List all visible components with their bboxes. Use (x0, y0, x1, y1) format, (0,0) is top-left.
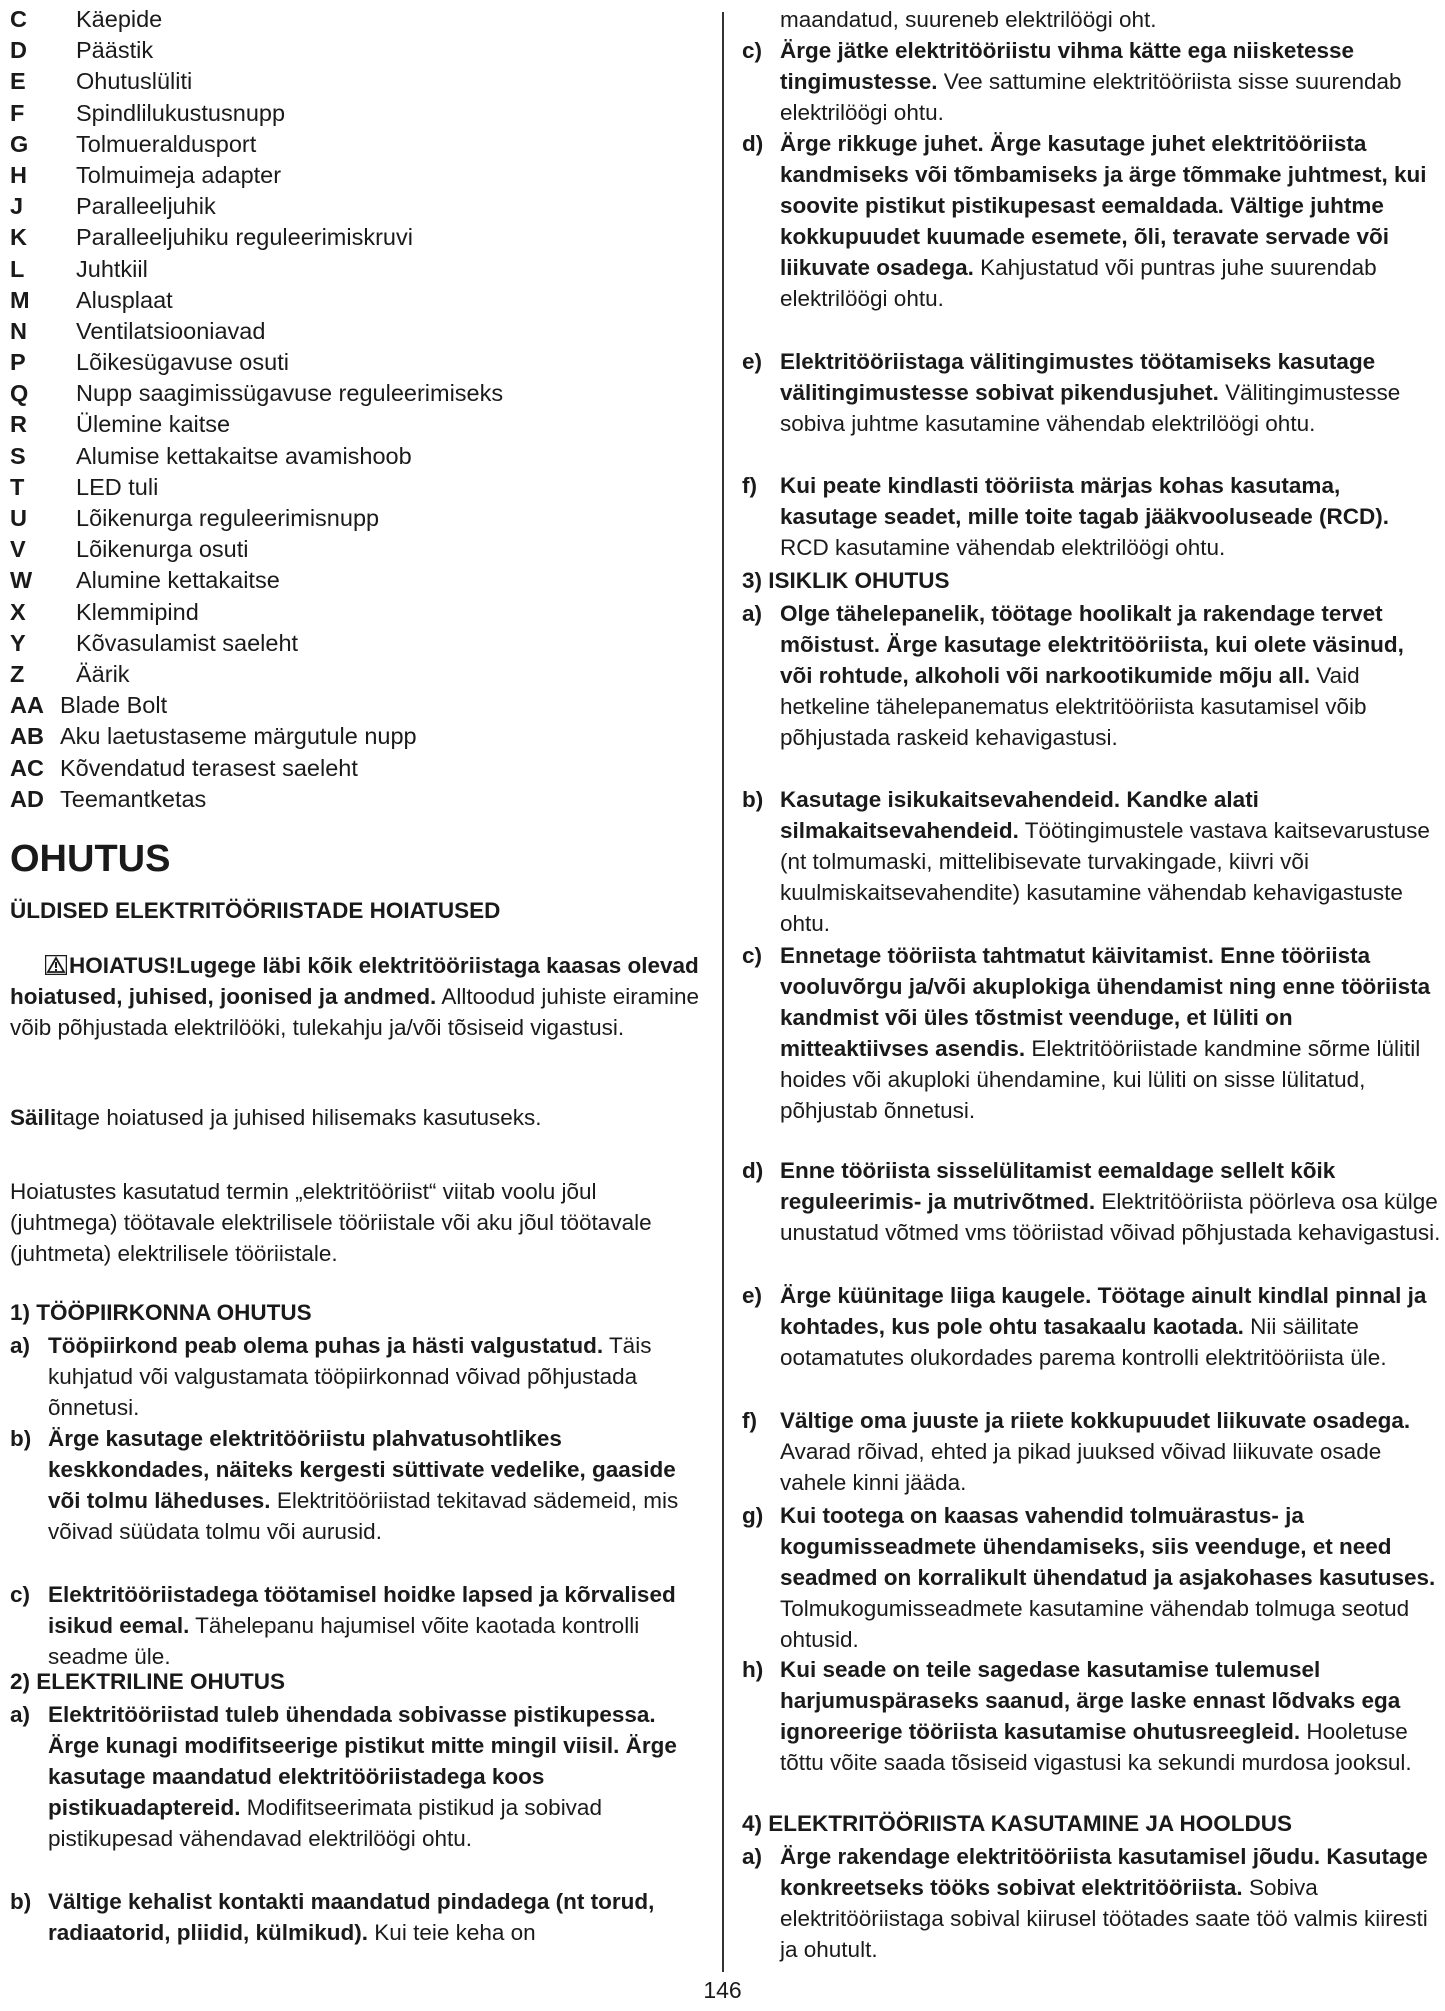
item-plain-text: Nii säilitate ootamatutes olukordades parema kontrolli elektritööriista üle. (780, 1314, 1387, 1370)
item-plain-text: Täis kuhjatud või valgustamata tööpiirkonnad võivad põhjustada õnnetusi. (48, 1333, 652, 1420)
list-item (742, 1155, 1442, 1248)
legend-label: Ülemine kaitse (76, 411, 231, 438)
item-plain-text: Vaid hetkeline tähelepanematus elektritööriista kasutamisel võib põhjustada raskeid kehavigastusi. (780, 663, 1367, 750)
list-item (742, 1405, 1442, 1498)
item-label: e) (742, 1283, 763, 1308)
continued-text: maandatud, suureneb elektrilöögi oht. (780, 7, 1157, 32)
list-item (10, 1423, 700, 1547)
legend-label: Nupp saagimissügavuse reguleerimiseks (76, 380, 504, 407)
legend-key: C (10, 6, 27, 32)
list-item (742, 35, 1442, 128)
legend-label: Klemmipind (76, 598, 199, 625)
item-bold-text: Ennetage tööriista tahtmatut käivitamist. Enne tööriista vooluvõrgu ja/või akuplokiga ühendamist ning enne tööriista kandmist või üles tõstmist veenduge, et lüliti on mitteaktiivses asendis. (780, 943, 1431, 1061)
legend-row (10, 472, 503, 503)
item-text (780, 1500, 1442, 1655)
item-plain-text: Kui teie keha on (368, 1920, 536, 1945)
item-text (780, 1405, 1442, 1498)
legend-row (10, 503, 503, 534)
legend-key: W (10, 567, 33, 594)
item-text (780, 784, 1442, 939)
warning-paragraph (10, 950, 700, 1043)
legend-row (10, 222, 503, 253)
list-item (742, 940, 1442, 1126)
heading-s4: 4) ELEKTRITÖÖRIISTA KASUTAMINE JA HOOLDUS (742, 1811, 1293, 1836)
item-label: c) (10, 1582, 31, 1607)
list-item (742, 128, 1442, 314)
legend-key: E (10, 68, 26, 95)
item-bold-text: Enne tööriista sisselülitamist eemaldage sellelt kõik reguleerimis- ja mutrivõtmed. (780, 1158, 1336, 1214)
item-bold-text: Elektritööriistaga välitingimustes töötamiseks kasutage välitingimustesse sobivat pikendusjuhet. (780, 349, 1376, 405)
legend-key: T (10, 473, 25, 500)
item-text (780, 470, 1442, 563)
legend-label: LED tuli (76, 473, 159, 500)
item-plain-text: Sobiva elektritööriistaga sobival kiirusel töötades saate töö valmis kiiresti ja ohutult. (780, 1875, 1428, 1962)
legend-key: X (10, 598, 26, 625)
item-plain-text: Vee sattumine elektritööriista sisse suurendab elektrilöögi ohtu. (780, 69, 1402, 125)
legend-key: N (10, 317, 27, 344)
list-item (10, 1886, 700, 1948)
legend-key: Y (10, 629, 26, 656)
legend-label: Blade Bolt (60, 692, 168, 719)
list-item (742, 1654, 1442, 1778)
item-text (48, 1699, 700, 1854)
item-bold-text: Ärge jätke elektritööriistu vihma kätte ega niisketesse tingimustesse. (780, 38, 1354, 94)
item-plain-text: Elektritööriistade kandmine sõrme lülitil hoides või akuploki ühendamine, kui lüliti on sisse lülitatud, põhjustab õnnetusi. (780, 1036, 1421, 1123)
item-bold-text: Vältige kehalist kontakti maandatud pindadega (nt torud, radiaatorid, pliidid, külmikud). (48, 1889, 655, 1945)
item-plain-text: Modifitseerimata pistikud ja sobivad pistikupesad vähendavad elektrilöögi ohtu. (48, 1795, 602, 1851)
legend-row (10, 316, 503, 347)
legend-key: L (10, 255, 25, 282)
item-text (780, 940, 1442, 1126)
item-label: a) (742, 1844, 763, 1869)
legend-key: K (10, 224, 27, 251)
keep-paragraph (10, 1102, 700, 1133)
legend-label: Kõvasulamist saeleht (76, 629, 299, 656)
legend-key: G (10, 130, 29, 157)
item-label: a) (10, 1333, 31, 1358)
legend-row (10, 160, 503, 191)
legend-key: Z (10, 660, 25, 687)
item-text (780, 598, 1442, 753)
legend-label: Tolmuimeja adapter (76, 161, 282, 188)
item-label: d) (742, 131, 764, 156)
item-text (48, 1423, 700, 1547)
item-label: a) (10, 1702, 31, 1727)
keep-bold: Säili (10, 1105, 57, 1130)
legend-label: Ventilatsiooniavad (76, 317, 266, 344)
item-label: d) (742, 1158, 764, 1183)
list-item (742, 1500, 1442, 1655)
warning-text: Alltoodud juhiste eiramine võib põhjustada elektrilööki, tulekahju ja/või tõsiseid vigastusi. (10, 984, 699, 1040)
legend-row (10, 784, 503, 815)
item-plain-text: Tolmukogumisseadmete kasutamine vähendab tolmuga seotud ohtusid. (780, 1596, 1410, 1652)
item-bold-text: Ärge rikkuge juhet. Ärge kasutage juhet elektritööriista kandmiseks või tõmbamiseks ja ärge tõmmake juhtmest, kui soovite pistikut pistikupesast eemaldada. Vältige juhtme kokkupuudet kuumade esemete, õli, teravate servade või liikuvate osadega. (780, 131, 1427, 280)
legend-key: AD (10, 785, 44, 812)
item-text (780, 346, 1442, 439)
item-bold-text: Ärge rakendage elektritööriista kasutamisel jõudu. Kasutage konkreetseks tööks sobivat elektritööriista. (780, 1844, 1428, 1900)
item-bold-text: Kui tootega on kaasas vahendid tolmuärastus- ja kogumisseadmete ühendamiseks, siis veenduge, et need seadmed on korralikult ühendatud ja asjakohases kasutuses. (780, 1503, 1436, 1590)
column-divider (722, 12, 724, 1972)
warning-icon (45, 952, 67, 972)
heading-s1: 1) TÖÖPIIRKONNA OHUTUS (10, 1300, 312, 1325)
item-label: a) (742, 601, 763, 626)
legend-row (10, 409, 503, 440)
legend-label: Teemantketas (60, 785, 207, 812)
parts-legend (10, 4, 503, 815)
legend-row (10, 254, 503, 285)
legend-label: Spindlilukustusnupp (76, 99, 286, 126)
legend-label: Alusplaat (76, 286, 173, 313)
section-subtitle: ÜLDISED ELEKTRITÖÖRIISTADE HOIATUSED (10, 898, 501, 923)
legend-key: U (10, 505, 27, 531)
page-number: 146 (703, 1977, 742, 2003)
legend-row (10, 66, 503, 97)
legend-row (10, 659, 503, 690)
item-plain-text: Hooletuse tõttu võite saada tõsiseid vigastusi ka sekundi murdosa jooksul. (780, 1719, 1412, 1775)
item-plain-text: Töötingimustele vastava kaitsevarustuse (nt tolmumaski, mittelibisevate turvakingade, kiivri või kuulmiskaitsevahendite) kasutamine vähendab kehavigastuste ohtu. (780, 818, 1430, 936)
legend-key: R (10, 411, 27, 438)
item-label: f) (742, 1408, 757, 1433)
legend-label: Tolmueraldusport (76, 130, 257, 157)
list-item (10, 1579, 700, 1672)
item-text (48, 1886, 700, 1948)
item-text (780, 1841, 1442, 1965)
legend-label: Juhtkiil (76, 255, 148, 282)
legend-row (10, 347, 503, 378)
legend-key: D (10, 37, 27, 64)
legend-row (10, 721, 503, 752)
legend-key: AA (10, 692, 44, 719)
legend-label: Alumine kettakaitse (76, 567, 280, 594)
heading-s2: 2) ELEKTRILINE OHUTUS (10, 1669, 286, 1694)
legend-label: Lõikenurga osuti (76, 536, 249, 563)
section-title: OHUTUS (10, 838, 171, 880)
legend-row (10, 753, 503, 784)
list-item (10, 1330, 700, 1423)
legend-row (10, 4, 503, 35)
item-bold-text: Tööpiirkond peab olema puhas ja hästi valgustatud. (48, 1333, 604, 1358)
term-paragraph: Hoiatustes kasutatud termin „elektritööriist“ viitab voolu jõul (juhtmega) töötavale elektrilisele tööriistale või aku jõul töötavale (juhtmeta) elektrilisele tööriistale. (10, 1179, 652, 1266)
item-label: b) (10, 1889, 32, 1914)
legend-row (10, 534, 503, 565)
item-label: f) (742, 473, 757, 498)
heading-s3: 3) ISIKLIK OHUTUS (742, 568, 950, 593)
item-label: b) (10, 1426, 32, 1451)
item-text (780, 1155, 1442, 1248)
legend-row (10, 98, 503, 129)
legend-key: S (10, 442, 26, 469)
legend-key: J (10, 193, 24, 220)
item-label: b) (742, 787, 764, 812)
item-plain-text: Välitingimustesse sobiva juhtme kasutamine vähendab elektrilöögi ohtu. (780, 380, 1401, 436)
list-item (742, 784, 1442, 939)
item-text (48, 1330, 700, 1423)
legend-row (10, 690, 503, 721)
item-text (780, 1654, 1442, 1778)
item-plain-text: Kahjustatud või puntras juhe suurendab elektrilöögi ohtu. (780, 255, 1377, 311)
legend-label: Käepide (76, 6, 163, 32)
legend-row (10, 597, 503, 628)
legend-label: Äärik (76, 660, 130, 687)
item-label: h) (742, 1657, 764, 1682)
keep-text: tage hoiatused ja juhised hilisemaks kasutuseks. (56, 1105, 542, 1130)
legend-key: Q (10, 380, 29, 407)
legend-key: V (10, 536, 26, 563)
legend-row (10, 628, 503, 659)
item-label: e) (742, 349, 763, 374)
item-bold-text: Ärge küünitage liiga kaugele. Töötage ainult kindlal pinnal ja kohtades, kus pole ohtu tasakaalu kaotada. (780, 1283, 1427, 1339)
item-bold-text: Vältige oma juuste ja riiete kokkupuudet liikuvate osadega. (780, 1408, 1411, 1433)
legend-key: F (10, 99, 25, 126)
item-plain-text: Avarad rõivad, ehted ja pikad juuksed võivad liikuvate osade vahele kinni jääda. (780, 1439, 1382, 1495)
item-plain-text: RCD kasutamine vähendab elektrilöögi ohtu. (780, 535, 1226, 560)
item-bold-text: Elektritööriistadega töötamisel hoidke lapsed ja kõrvalised isikud eemal. (48, 1582, 676, 1638)
item-plain-text: Elektritööriista pöörleva osa külge unustatud võtmed vms tööriistad võivad põhjustada kehavigastusi. (780, 1189, 1441, 1245)
item-bold-text: Kasutage isikukaitsevahendeid. Kandke alati silmakaitsevahendeid. (780, 787, 1259, 843)
legend-row (10, 441, 503, 472)
item-text (780, 1280, 1442, 1373)
item-text (48, 1579, 700, 1672)
list-item (742, 470, 1442, 563)
item-plain-text: Tähelepanu hajumisel võite kaotada kontrolli seadme üle. (48, 1613, 640, 1669)
item-label: g) (742, 1503, 764, 1528)
legend-label: Paralleeljuhiku reguleerimiskruvi (76, 224, 413, 251)
legend-label: Alumise kettakaitse avamishoob (76, 442, 412, 469)
item-bold-text: Kui peate kindlasti tööriista märjas kohas kasutama, kasutage seadet, mille toite tagab jääkvooluseade (RCD). (780, 473, 1389, 529)
item-bold-text: Olge tähelepanelik, töötage hoolikalt ja rakendage tervet mõistust. Ärge kasutage elektritööriista, kui olete väsinud, või rohtude, alkoholi või narkootikumide mõju all. (780, 601, 1404, 688)
legend-row (10, 191, 503, 222)
item-label: c) (742, 38, 763, 63)
legend-key: H (10, 161, 27, 188)
legend-label: Paralleeljuhik (76, 193, 216, 220)
item-text (780, 35, 1442, 128)
list-item (742, 1841, 1442, 1965)
legend-key: AB (10, 723, 44, 750)
item-bold-text: Ärge kasutage elektritööriistu plahvatusohtlikes keskkondades, näiteks kergesti süttivate vedelike, gaaside või tolmu läheduses. (48, 1426, 676, 1513)
item-bold-text: Kui seade on teile sagedase kasutamise tulemusel harjumuspäraseks saanud, ärge laske ennast lõdvaks ega ignoreerige tööriista kasutamise ohutusreegleid. (780, 1657, 1401, 1744)
list-item (742, 346, 1442, 439)
item-label: c) (742, 943, 763, 968)
legend-row (10, 565, 503, 596)
legend-key: P (10, 349, 26, 376)
item-plain-text: Elektritööriistad tekitavad sädemeid, mis võivad süüdata tolmu või aurusid. (48, 1488, 679, 1544)
legend-label: Päästik (76, 37, 154, 64)
legend-row (10, 285, 503, 316)
list-item (742, 1280, 1442, 1373)
item-text (780, 128, 1442, 314)
legend-key: M (10, 286, 30, 313)
legend-key: AC (10, 754, 44, 781)
warning-bold: HOIATUS!Lugege läbi kõik elektritööriistaga kaasas olevad hoiatused, juhised, joonised ja andmed. (10, 953, 699, 1009)
legend-label: Kõvendatud terasest saeleht (60, 754, 358, 781)
item-bold-text: Elektritööriistad tuleb ühendada sobivasse pistikupessa. Ärge kunagi modifitseerige pistikut mitte mingil viisil. Ärge kasutage maandatud elektritööriistadega koos pistikuadaptereid. (48, 1702, 677, 1820)
legend-label: Lõikesügavuse osuti (76, 349, 289, 376)
legend-label: Aku laetustaseme märgutule nupp (60, 723, 417, 750)
legend-row (10, 129, 503, 160)
legend-row (10, 378, 503, 409)
legend-label: Ohutuslüliti (76, 68, 193, 95)
list-item (10, 1699, 700, 1854)
legend-row (10, 35, 503, 66)
legend-label: Lõikenurga reguleerimisnupp (76, 505, 380, 531)
list-item (742, 598, 1442, 753)
